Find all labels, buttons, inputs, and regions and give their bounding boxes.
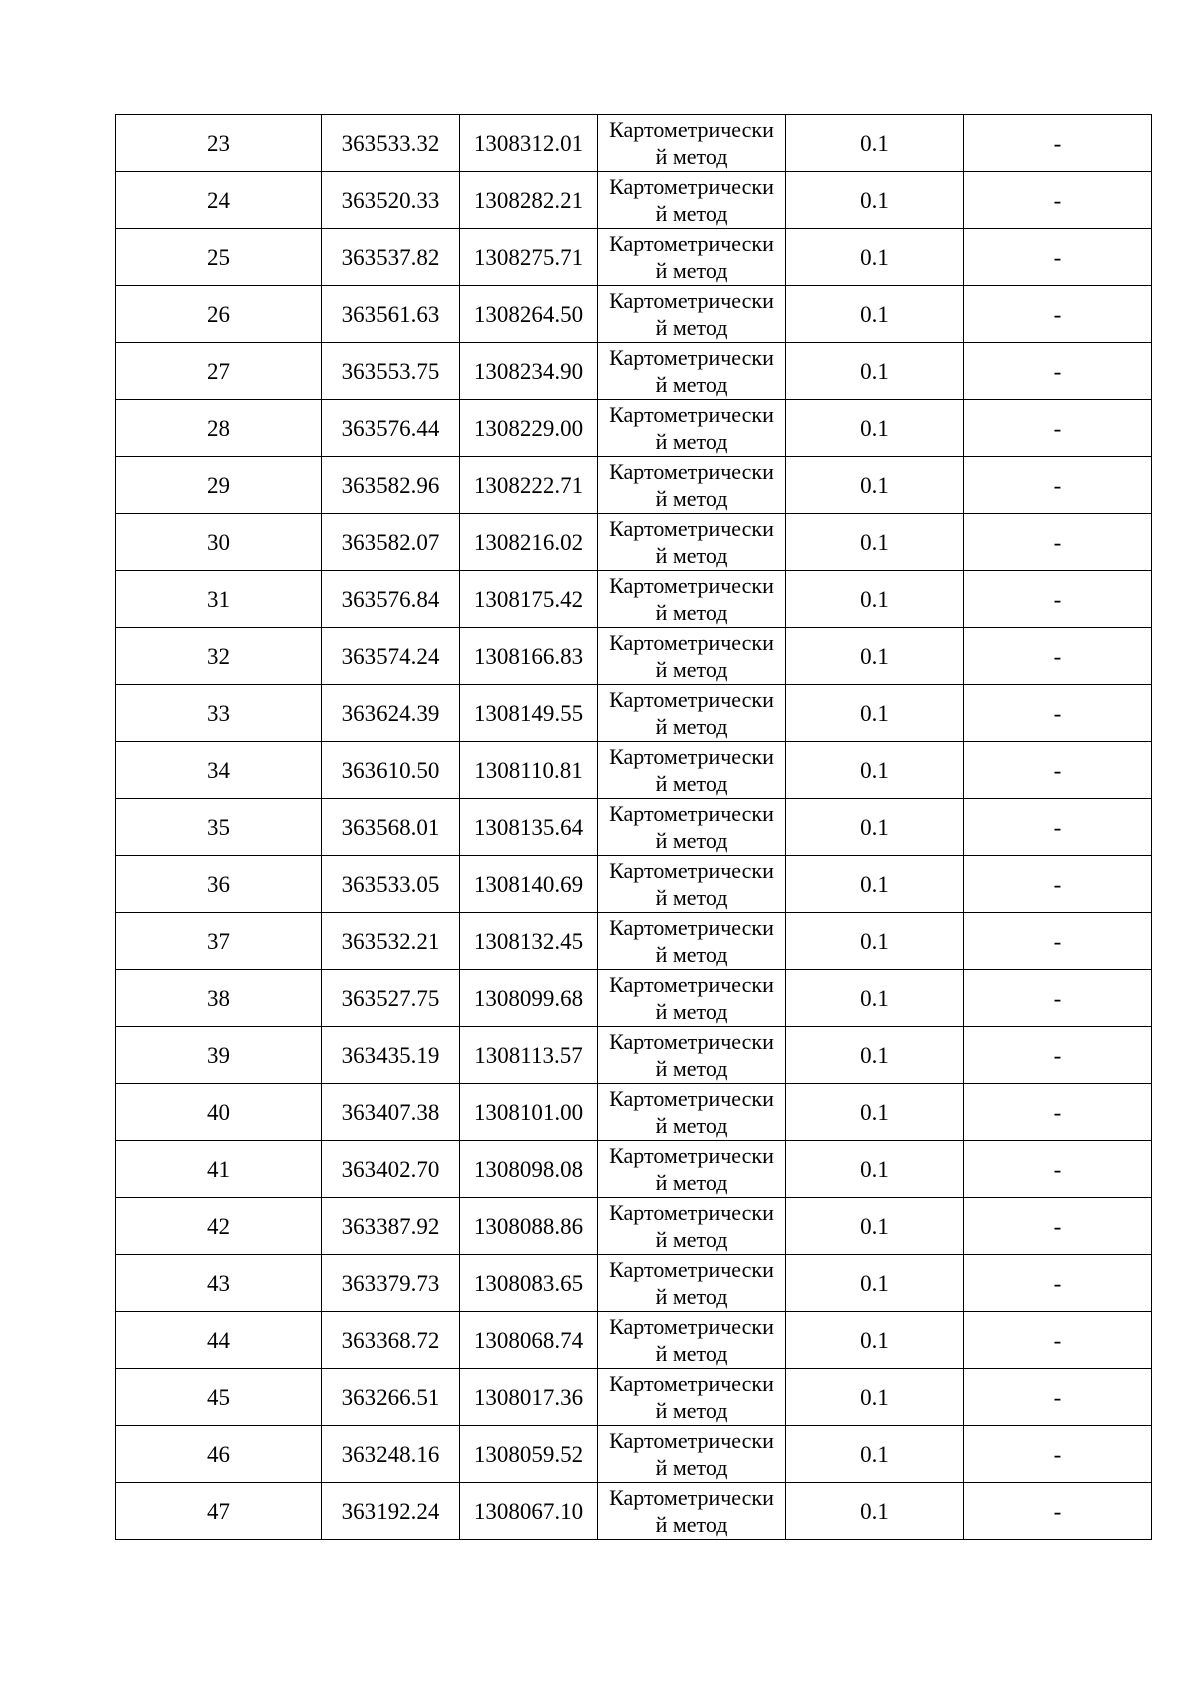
point-number-cell: 24 <box>116 172 322 229</box>
point-number-cell: 23 <box>116 115 322 172</box>
y-coordinate-cell: 1308312.01 <box>460 115 598 172</box>
point-number-cell: 44 <box>116 1312 322 1369</box>
method-text-line-2: й метод <box>655 144 728 169</box>
method-cell <box>598 1426 786 1483</box>
y-coordinate-cell: 1308234.90 <box>460 343 598 400</box>
note-cell: - <box>964 343 1152 400</box>
note-cell: - <box>964 115 1152 172</box>
method-text-line-1: Картометрически <box>609 117 774 142</box>
y-coordinate-cell: 1308113.57 <box>460 1027 598 1084</box>
x-coordinate-cell: 363192.24 <box>322 1483 460 1540</box>
accuracy-cell: 0.1 <box>786 913 964 970</box>
accuracy-cell: 0.1 <box>786 343 964 400</box>
method-cell <box>598 685 786 742</box>
accuracy-cell: 0.1 <box>786 172 964 229</box>
y-coordinate-cell: 1308110.81 <box>460 742 598 799</box>
x-coordinate-cell: 363435.19 <box>322 1027 460 1084</box>
table-row <box>116 229 1152 286</box>
method-text-line-2: й метод <box>655 1113 728 1138</box>
coordinates-table <box>115 114 1152 1540</box>
method-text-line-1: Картометрически <box>609 1485 774 1510</box>
note-cell: - <box>964 1027 1152 1084</box>
accuracy-cell: 0.1 <box>786 742 964 799</box>
x-coordinate-cell: 363582.07 <box>322 514 460 571</box>
method-text-line-1: Картометрически <box>609 231 774 256</box>
x-coordinate-cell: 363568.01 <box>322 799 460 856</box>
method-text-line-2: й метод <box>655 1056 728 1081</box>
method-text-line-2: й метод <box>655 486 728 511</box>
method-cell <box>598 1084 786 1141</box>
accuracy-cell: 0.1 <box>786 1426 964 1483</box>
point-number-cell: 34 <box>116 742 322 799</box>
method-cell <box>598 1483 786 1540</box>
point-number-cell: 32 <box>116 628 322 685</box>
note-cell: - <box>964 742 1152 799</box>
accuracy-cell: 0.1 <box>786 1141 964 1198</box>
method-cell <box>598 856 786 913</box>
x-coordinate-cell: 363610.50 <box>322 742 460 799</box>
table-row <box>116 628 1152 685</box>
x-coordinate-cell: 363533.05 <box>322 856 460 913</box>
point-number-cell: 37 <box>116 913 322 970</box>
point-number-cell: 38 <box>116 970 322 1027</box>
method-text-line-1: Картометрически <box>609 459 774 484</box>
note-cell: - <box>964 1369 1152 1426</box>
method-text-line-1: Картометрически <box>609 516 774 541</box>
note-cell: - <box>964 400 1152 457</box>
y-coordinate-cell: 1308140.69 <box>460 856 598 913</box>
y-coordinate-cell: 1308088.86 <box>460 1198 598 1255</box>
y-coordinate-cell: 1308098.08 <box>460 1141 598 1198</box>
note-cell: - <box>964 799 1152 856</box>
table-row <box>116 742 1152 799</box>
x-coordinate-cell: 363407.38 <box>322 1084 460 1141</box>
method-text-line-2: й метод <box>655 1170 728 1195</box>
method-text-line-2: й метод <box>655 600 728 625</box>
x-coordinate-cell: 363527.75 <box>322 970 460 1027</box>
method-text-line-1: Картометрически <box>609 630 774 655</box>
method-cell <box>598 1312 786 1369</box>
method-cell <box>598 115 786 172</box>
table-row <box>116 514 1152 571</box>
y-coordinate-cell: 1308099.68 <box>460 970 598 1027</box>
accuracy-cell: 0.1 <box>786 115 964 172</box>
accuracy-cell: 0.1 <box>786 1369 964 1426</box>
x-coordinate-cell: 363402.70 <box>322 1141 460 1198</box>
x-coordinate-cell: 363624.39 <box>322 685 460 742</box>
method-text-line-1: Картометрически <box>609 402 774 427</box>
note-cell: - <box>964 229 1152 286</box>
accuracy-cell: 0.1 <box>786 400 964 457</box>
y-coordinate-cell: 1308264.50 <box>460 286 598 343</box>
y-coordinate-cell: 1308149.55 <box>460 685 598 742</box>
method-text-line-2: й метод <box>655 828 728 853</box>
x-coordinate-cell: 363582.96 <box>322 457 460 514</box>
table-row <box>116 1426 1152 1483</box>
method-text-line-1: Картометрически <box>609 915 774 940</box>
x-coordinate-cell: 363561.63 <box>322 286 460 343</box>
point-number-cell: 39 <box>116 1027 322 1084</box>
y-coordinate-cell: 1308135.64 <box>460 799 598 856</box>
method-cell <box>598 799 786 856</box>
note-cell: - <box>964 1198 1152 1255</box>
method-text-line-1: Картометрически <box>609 288 774 313</box>
method-text-line-1: Картометрически <box>609 1086 774 1111</box>
method-cell <box>598 1027 786 1084</box>
x-coordinate-cell: 363574.24 <box>322 628 460 685</box>
point-number-cell: 40 <box>116 1084 322 1141</box>
table-row <box>116 571 1152 628</box>
accuracy-cell: 0.1 <box>786 1312 964 1369</box>
method-text-line-2: й метод <box>655 1455 728 1480</box>
method-cell <box>598 172 786 229</box>
point-number-cell: 41 <box>116 1141 322 1198</box>
accuracy-cell: 0.1 <box>786 1027 964 1084</box>
y-coordinate-cell: 1308067.10 <box>460 1483 598 1540</box>
method-text-line-2: й метод <box>655 714 728 739</box>
method-cell <box>598 457 786 514</box>
table-row <box>116 457 1152 514</box>
method-cell <box>598 514 786 571</box>
accuracy-cell: 0.1 <box>786 571 964 628</box>
x-coordinate-cell: 363576.84 <box>322 571 460 628</box>
method-cell <box>598 913 786 970</box>
table-row <box>116 1369 1152 1426</box>
method-cell <box>598 1369 786 1426</box>
method-cell <box>598 970 786 1027</box>
point-number-cell: 43 <box>116 1255 322 1312</box>
x-coordinate-cell: 363387.92 <box>322 1198 460 1255</box>
method-cell <box>598 1141 786 1198</box>
y-coordinate-cell: 1308101.00 <box>460 1084 598 1141</box>
method-text-line-2: й метод <box>655 942 728 967</box>
point-number-cell: 33 <box>116 685 322 742</box>
method-cell <box>598 571 786 628</box>
y-coordinate-cell: 1308068.74 <box>460 1312 598 1369</box>
accuracy-cell: 0.1 <box>786 856 964 913</box>
note-cell: - <box>964 1141 1152 1198</box>
accuracy-cell: 0.1 <box>786 1483 964 1540</box>
note-cell: - <box>964 514 1152 571</box>
method-text-line-1: Картометрически <box>609 744 774 769</box>
method-cell <box>598 628 786 685</box>
table-row <box>116 1198 1152 1255</box>
y-coordinate-cell: 1308059.52 <box>460 1426 598 1483</box>
table-row <box>116 1312 1152 1369</box>
table-row <box>116 856 1152 913</box>
method-text-line-2: й метод <box>655 1284 728 1309</box>
point-number-cell: 42 <box>116 1198 322 1255</box>
method-text-line-2: й метод <box>655 1512 728 1537</box>
note-cell: - <box>964 685 1152 742</box>
table-row <box>116 685 1152 742</box>
method-text-line-1: Картометрически <box>609 1428 774 1453</box>
accuracy-cell: 0.1 <box>786 229 964 286</box>
accuracy-cell: 0.1 <box>786 1084 964 1141</box>
y-coordinate-cell: 1308229.00 <box>460 400 598 457</box>
x-coordinate-cell: 363576.44 <box>322 400 460 457</box>
method-text-line-2: й метод <box>655 885 728 910</box>
note-cell: - <box>964 1312 1152 1369</box>
method-text-line-1: Картометрически <box>609 1314 774 1339</box>
method-cell <box>598 343 786 400</box>
point-number-cell: 26 <box>116 286 322 343</box>
note-cell: - <box>964 1084 1152 1141</box>
table-row <box>116 970 1152 1027</box>
accuracy-cell: 0.1 <box>786 628 964 685</box>
note-cell: - <box>964 1483 1152 1540</box>
method-text-line-2: й метод <box>655 258 728 283</box>
point-number-cell: 45 <box>116 1369 322 1426</box>
method-text-line-1: Картометрически <box>609 1143 774 1168</box>
point-number-cell: 31 <box>116 571 322 628</box>
table-row <box>116 115 1152 172</box>
method-cell <box>598 229 786 286</box>
y-coordinate-cell: 1308132.45 <box>460 913 598 970</box>
table-row <box>116 343 1152 400</box>
table-row <box>116 1483 1152 1540</box>
method-cell <box>598 1255 786 1312</box>
note-cell: - <box>964 571 1152 628</box>
x-coordinate-cell: 363248.16 <box>322 1426 460 1483</box>
method-cell <box>598 1198 786 1255</box>
method-cell <box>598 742 786 799</box>
y-coordinate-cell: 1308222.71 <box>460 457 598 514</box>
method-text-line-1: Картометрически <box>609 1257 774 1282</box>
x-coordinate-cell: 363553.75 <box>322 343 460 400</box>
y-coordinate-cell: 1308216.02 <box>460 514 598 571</box>
method-text-line-1: Картометрически <box>609 1200 774 1225</box>
method-text-line-1: Картометрически <box>609 972 774 997</box>
method-text-line-2: й метод <box>655 771 728 796</box>
accuracy-cell: 0.1 <box>786 1255 964 1312</box>
table-row <box>116 1084 1152 1141</box>
method-cell <box>598 400 786 457</box>
method-text-line-2: й метод <box>655 201 728 226</box>
method-text-line-2: й метод <box>655 543 728 568</box>
accuracy-cell: 0.1 <box>786 685 964 742</box>
method-text-line-2: й метод <box>655 657 728 682</box>
y-coordinate-cell: 1308166.83 <box>460 628 598 685</box>
table-row <box>116 1027 1152 1084</box>
method-text-line-1: Картометрически <box>609 801 774 826</box>
method-text-line-2: й метод <box>655 372 728 397</box>
accuracy-cell: 0.1 <box>786 514 964 571</box>
point-number-cell: 29 <box>116 457 322 514</box>
note-cell: - <box>964 913 1152 970</box>
y-coordinate-cell: 1308282.21 <box>460 172 598 229</box>
x-coordinate-cell: 363368.72 <box>322 1312 460 1369</box>
method-text-line-2: й метод <box>655 315 728 340</box>
method-cell <box>598 286 786 343</box>
accuracy-cell: 0.1 <box>786 970 964 1027</box>
point-number-cell: 35 <box>116 799 322 856</box>
method-text-line-2: й метод <box>655 1227 728 1252</box>
point-number-cell: 27 <box>116 343 322 400</box>
note-cell: - <box>964 970 1152 1027</box>
method-text-line-2: й метод <box>655 1398 728 1423</box>
table-row <box>116 400 1152 457</box>
y-coordinate-cell: 1308175.42 <box>460 571 598 628</box>
x-coordinate-cell: 363532.21 <box>322 913 460 970</box>
y-coordinate-cell: 1308275.71 <box>460 229 598 286</box>
y-coordinate-cell: 1308017.36 <box>460 1369 598 1426</box>
note-cell: - <box>964 628 1152 685</box>
point-number-cell: 28 <box>116 400 322 457</box>
y-coordinate-cell: 1308083.65 <box>460 1255 598 1312</box>
accuracy-cell: 0.1 <box>786 1198 964 1255</box>
note-cell: - <box>964 457 1152 514</box>
accuracy-cell: 0.1 <box>786 799 964 856</box>
method-text-line-1: Картометрически <box>609 345 774 370</box>
x-coordinate-cell: 363520.33 <box>322 172 460 229</box>
method-text-line-2: й метод <box>655 1341 728 1366</box>
method-text-line-2: й метод <box>655 429 728 454</box>
table-row <box>116 913 1152 970</box>
table-row <box>116 799 1152 856</box>
accuracy-cell: 0.1 <box>786 457 964 514</box>
x-coordinate-cell: 363266.51 <box>322 1369 460 1426</box>
method-text-line-1: Картометрически <box>609 858 774 883</box>
note-cell: - <box>964 1255 1152 1312</box>
note-cell: - <box>964 286 1152 343</box>
method-text-line-1: Картометрически <box>609 174 774 199</box>
point-number-cell: 46 <box>116 1426 322 1483</box>
table-row <box>116 1255 1152 1312</box>
point-number-cell: 25 <box>116 229 322 286</box>
note-cell: - <box>964 172 1152 229</box>
method-text-line-1: Картометрически <box>609 687 774 712</box>
point-number-cell: 30 <box>116 514 322 571</box>
point-number-cell: 47 <box>116 1483 322 1540</box>
note-cell: - <box>964 1426 1152 1483</box>
method-text-line-1: Картометрически <box>609 573 774 598</box>
method-text-line-2: й метод <box>655 999 728 1024</box>
table-row <box>116 1141 1152 1198</box>
accuracy-cell: 0.1 <box>786 286 964 343</box>
point-number-cell: 36 <box>116 856 322 913</box>
coordinates-table-body <box>116 115 1152 1540</box>
x-coordinate-cell: 363533.32 <box>322 115 460 172</box>
table-row <box>116 172 1152 229</box>
note-cell: - <box>964 856 1152 913</box>
method-text-line-1: Картометрически <box>609 1371 774 1396</box>
x-coordinate-cell: 363537.82 <box>322 229 460 286</box>
method-text-line-1: Картометрически <box>609 1029 774 1054</box>
x-coordinate-cell: 363379.73 <box>322 1255 460 1312</box>
table-row <box>116 286 1152 343</box>
